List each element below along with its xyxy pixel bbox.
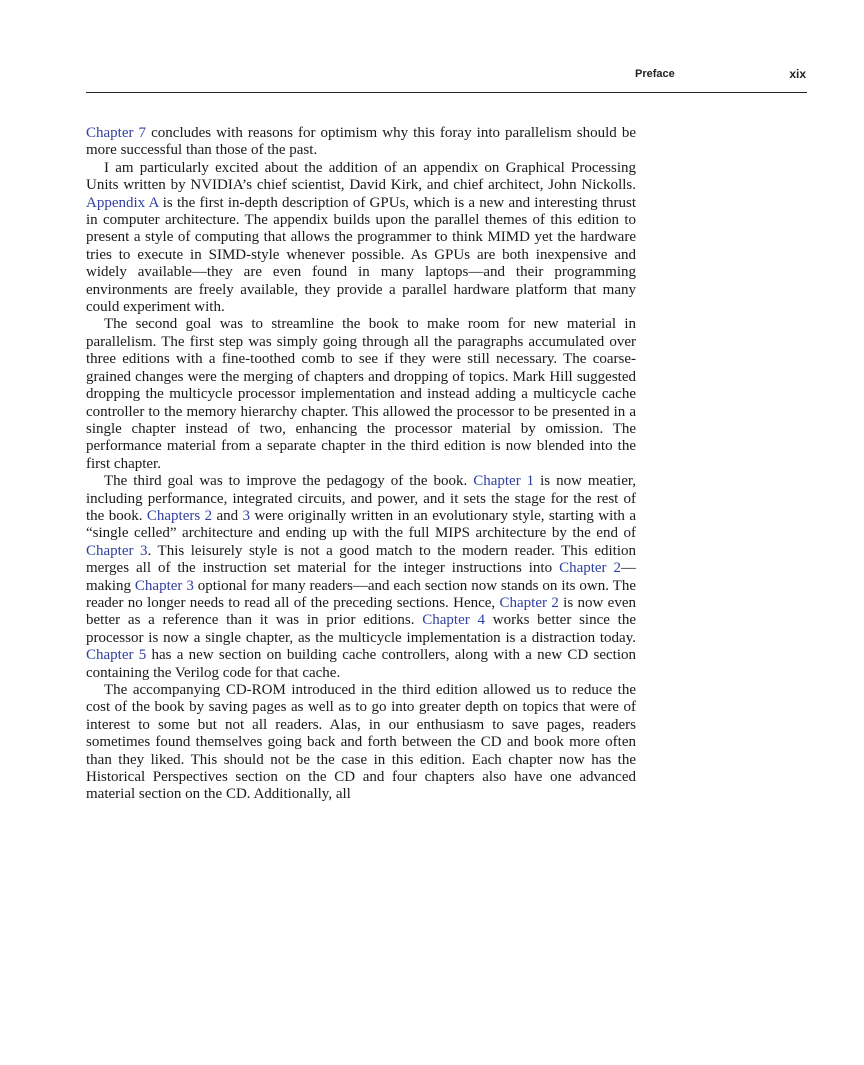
chapter-reference-link[interactable]: Appendix A: [86, 194, 159, 211]
chapter-reference-link[interactable]: Chapter 3: [134, 577, 194, 594]
section-title: Preface: [635, 68, 675, 80]
text-run: The accompanying CD-ROM introduced in the third edition allowed us to reduce the cost of the book by saving pages as well as to go into greater depth on topics that were of interest to some but not all readers. Alas, in our enthusiasm to save pages, readers sometimes found themselves going back and forth between the CD and book more often than they liked. This should not be the case in this edition. Each chapter now has the Historical Perspectives section on the CD and four chapters also have one advanced material section on the CD. Additionally, all: [86, 682, 636, 803]
text-run: The third goal was to improve the pedagogy of the book.: [104, 473, 474, 490]
body-text: [86, 125, 636, 804]
paragraph: [86, 682, 636, 804]
page-number: xix: [789, 67, 806, 81]
paragraph: [86, 160, 636, 317]
chapter-reference-link[interactable]: Chapter 2: [499, 594, 559, 611]
text-run: is now even better as a reference than it was in prior editions.: [86, 594, 637, 629]
chapter-reference-link[interactable]: 3: [242, 507, 251, 524]
chapter-reference-link[interactable]: Chapter 2: [559, 560, 621, 577]
chapter-reference-link[interactable]: Chapters 2: [146, 507, 213, 524]
running-header: [86, 66, 807, 93]
text-run: works better since the processor is now a single chapter, as the multicycle implementation is a distraction today.: [86, 612, 636, 646]
chapter-reference-link[interactable]: Chapter 7: [86, 125, 147, 141]
text-run: is now meatier, including performance, integrated circuits, and power, and it sets the stage for the rest of the book.: [86, 473, 637, 524]
paragraph: [86, 473, 636, 682]
text-run: The second goal was to streamline the book to make room for new material in parallelism. The first step was simply going through all the paragraphs accumulated over three editions with a fine-toothed comb to see if they were still necessary. The coarse-grained changes were the merging of chapters and dropping of topics. Mark Hill suggested dropping the multicycle processor implementation and instead adding a multicycle cache controller to the memory hierarchy chapter. This allowed the processor to be presented in a single chapter instead of two, enhancing the processor material by omission. The performance material from a separate chapter in the third edition is now blended into the first chapter.: [86, 316, 636, 472]
text-run: is the first in-depth description of GPUs, which is a new and interesting thrust in computer architecture. The appendix builds upon the parallel themes of this edition to present a style of computing that allows the programmer to think MIMD yet the hardware tries to execute in SIMD-style whenever possible. As GPUs are both inexpensive and widely available—they are even found in many laptops—and their programming environments are freely available, they provide a parallel hardware platform that many could experiment with.: [86, 194, 636, 316]
chapter-reference-link[interactable]: Chapter 3: [86, 542, 148, 559]
text-run: and: [212, 507, 243, 524]
text-run: . This leisurely style is not a good match to the modern reader. This edition merges all of the instruction set material for the integer instructions into: [86, 542, 636, 577]
paragraph: [86, 316, 636, 473]
paragraph: [86, 125, 636, 160]
text-run: were originally written in an evolutionary style, starting with a “single celled” architecture and ending up with the full MIPS architecture by the end of: [86, 507, 636, 542]
text-run: —making: [86, 560, 636, 594]
text-run: has a new section on building cache controllers, along with a new CD section containing the Verilog code for that cache.: [86, 647, 636, 681]
text-run: I am particularly excited about the addition of an appendix on Graphical Processing Units written by NVIDIA’s chief scientist, David Kirk, and chief architect, John Nickolls.: [86, 159, 636, 194]
chapter-reference-link[interactable]: Chapter 5: [86, 647, 147, 664]
chapter-reference-link[interactable]: Chapter 1: [473, 473, 535, 490]
text-run: concludes with reasons for optimism why this foray into parallelism should be more successful than those of the past.: [86, 125, 637, 159]
text-run: optional for many readers—and each section now stands on its own. The reader no longer needs to read all of the preceding sections. Hence,: [86, 577, 636, 611]
chapter-reference-link[interactable]: Chapter 4: [422, 612, 485, 629]
